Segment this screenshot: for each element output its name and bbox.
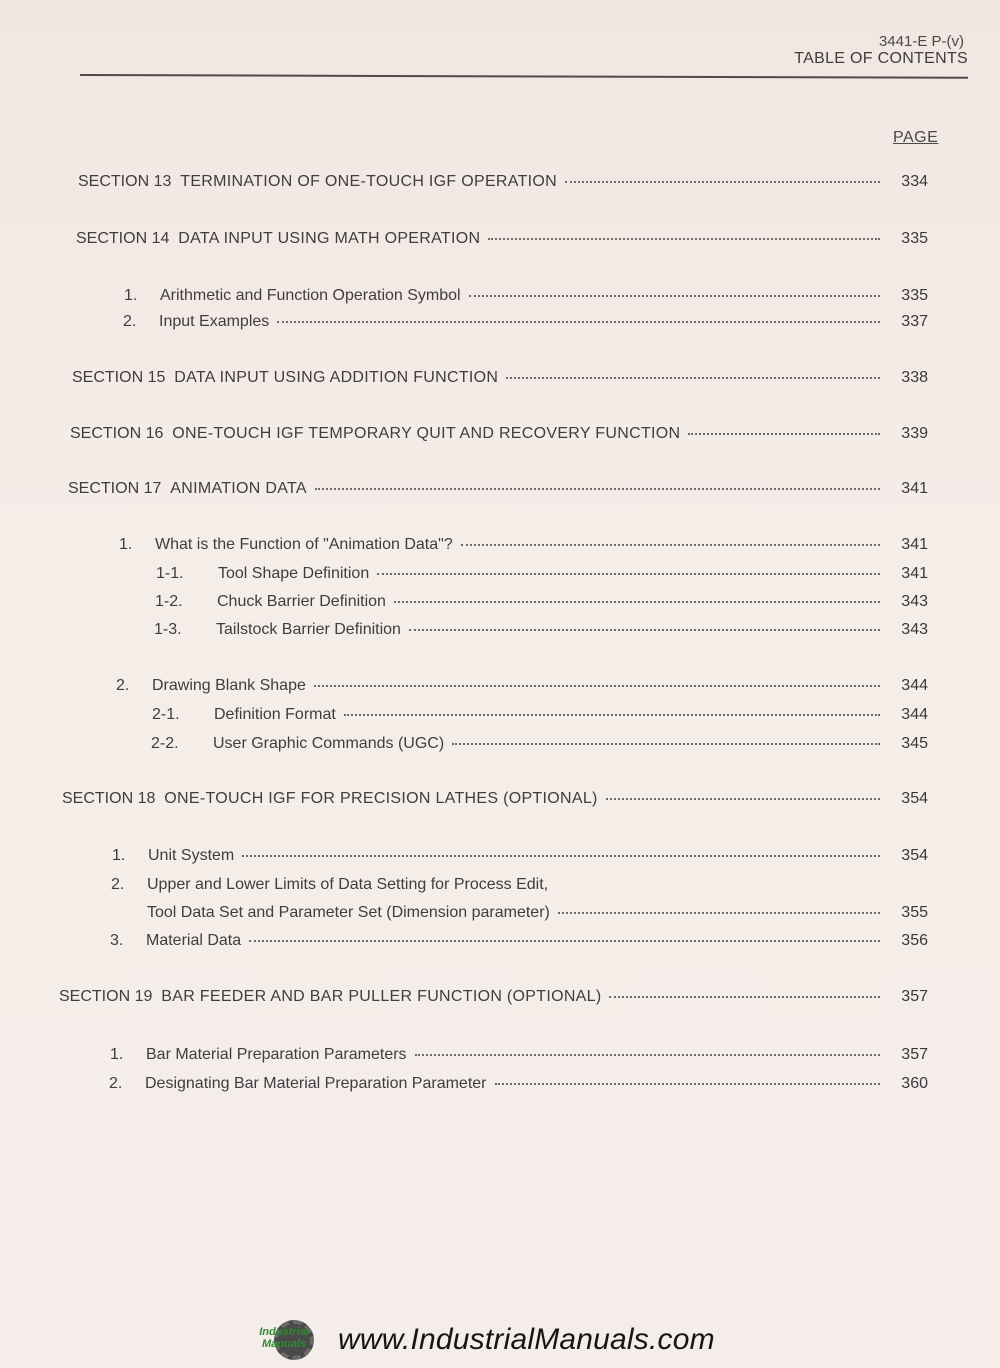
toc-label: Bar Material Preparation Parameters (146, 1046, 407, 1063)
toc-page-number: 343 (901, 593, 928, 610)
toc-page-number: 334 (901, 173, 928, 190)
toc-subitem (151, 735, 928, 753)
toc-page-number: 343 (901, 621, 928, 638)
toc-page-number: 344 (901, 677, 928, 694)
toc-label: BAR FEEDER AND BAR PULLER FUNCTION (OPTIONAL) (161, 988, 602, 1005)
toc-label: DATA INPUT USING ADDITION FUNCTION (174, 369, 499, 386)
dot-leader (452, 743, 880, 745)
toc-number: 1-3. (154, 621, 182, 638)
toc-section-18 (62, 790, 928, 808)
toc-section-15 (72, 369, 928, 387)
dot-leader (495, 1083, 881, 1085)
toc-page-number: 341 (901, 536, 928, 553)
header-rule (80, 74, 968, 79)
dot-leader (469, 295, 880, 297)
toc-number: SECTION 15 (72, 369, 166, 386)
toc-page-number: 360 (901, 1075, 928, 1092)
toc-item-continuation (147, 904, 928, 922)
toc-number: 2. (111, 876, 125, 893)
toc-number: 2-2. (151, 735, 179, 752)
toc-label: Unit System (148, 847, 235, 864)
toc-section-17 (68, 480, 928, 498)
document-code: 3441-E P-(v) (878, 33, 964, 50)
toc-page-number: 339 (901, 425, 928, 442)
toc-label: Arithmetic and Function Operation Symbol (160, 287, 461, 304)
toc-section-13 (78, 173, 928, 191)
toc-number: SECTION 18 (62, 790, 156, 807)
dot-leader (277, 321, 880, 323)
toc-page-number: 357 (901, 988, 928, 1005)
toc-label: DATA INPUT USING MATH OPERATION (178, 230, 481, 247)
toc-subitem (156, 565, 928, 583)
toc-label: User Graphic Commands (UGC) (213, 735, 445, 752)
toc-subitem (155, 593, 928, 611)
toc-item (124, 287, 928, 305)
toc-label: ONE-TOUCH IGF FOR PRECISION LATHES (OPTIONAL) (164, 790, 598, 807)
toc-item (111, 876, 928, 894)
page-title: TABLE OF CONTENTS (794, 50, 968, 67)
toc-label: Tailstock Barrier Definition (216, 621, 401, 638)
toc-item (123, 313, 928, 331)
toc-number: 2. (116, 677, 130, 694)
toc-number: 1. (124, 287, 138, 304)
toc-number: 1. (110, 1046, 124, 1063)
dot-leader (394, 601, 880, 603)
industrial-manuals-logo (250, 1318, 330, 1362)
toc-page-number: 357 (901, 1046, 928, 1063)
dot-leader (242, 855, 880, 857)
toc-item (119, 536, 928, 554)
toc-item (109, 1075, 928, 1093)
toc-page-number: 338 (901, 369, 928, 386)
toc-label: What is the Function of "Animation Data"? (155, 536, 453, 553)
toc-label: Chuck Barrier Definition (217, 593, 386, 610)
dot-leader (344, 714, 880, 716)
dot-leader (461, 544, 880, 546)
toc-page-number: 345 (901, 735, 928, 752)
dot-leader (606, 798, 880, 800)
toc-label: Input Examples (159, 313, 270, 330)
toc-item (112, 847, 928, 865)
dot-leader (565, 181, 880, 183)
dot-leader (409, 629, 880, 631)
toc-section-16 (70, 425, 928, 443)
toc-label: Definition Format (214, 706, 336, 723)
toc-page-number: 344 (901, 706, 928, 723)
toc-page-number: 335 (901, 287, 928, 304)
toc-page-number: 356 (901, 932, 928, 949)
toc-number: SECTION 14 (76, 230, 170, 247)
logo-text: Industrial Manuals (259, 1326, 309, 1350)
toc-page-number: 337 (901, 313, 928, 330)
toc-page-number: 354 (901, 790, 928, 807)
toc-label: Drawing Blank Shape (152, 677, 306, 694)
toc-number: 2-1. (152, 706, 180, 723)
dot-leader (415, 1054, 880, 1056)
toc-subitem (154, 621, 928, 639)
toc-subitem (152, 706, 928, 724)
page-column-header: PAGE (893, 129, 939, 146)
dot-leader (488, 238, 880, 240)
toc-number: SECTION 19 (59, 988, 153, 1005)
toc-number: SECTION 13 (78, 173, 172, 190)
toc-number: SECTION 17 (68, 480, 162, 497)
dot-leader (315, 488, 880, 490)
toc-label: ONE-TOUCH IGF TEMPORARY QUIT AND RECOVERY FUNCTION (172, 425, 681, 442)
website-url[interactable]: www.IndustrialManuals.com (338, 1323, 715, 1356)
toc-number: 2. (123, 313, 137, 330)
toc-label: Material Data (146, 932, 242, 949)
dot-leader (558, 912, 880, 914)
toc-page-number: 355 (901, 904, 928, 921)
toc-label: Upper and Lower Limits of Data Setting for Process Edit, (147, 876, 549, 893)
dot-leader (688, 433, 880, 435)
dot-leader (609, 996, 880, 998)
dot-leader (506, 377, 880, 379)
toc-number: 1-1. (156, 565, 184, 582)
toc-section-14 (76, 230, 928, 248)
toc-number: 2. (109, 1075, 123, 1092)
toc-page-number: 341 (901, 480, 928, 497)
toc-number: 1. (112, 847, 126, 864)
toc-label: Designating Bar Material Preparation Parameter (145, 1075, 487, 1092)
toc-label: TERMINATION OF ONE-TOUCH IGF OPERATION (180, 173, 557, 190)
toc-label: ANIMATION DATA (170, 480, 307, 497)
toc-number: SECTION 16 (70, 425, 164, 442)
toc-page-number: 341 (901, 565, 928, 582)
toc-page-number: 354 (901, 847, 928, 864)
toc-number: 1. (119, 536, 133, 553)
dot-leader (314, 685, 880, 687)
toc-number: 1-2. (155, 593, 183, 610)
toc-number: 3. (110, 932, 124, 949)
toc-page-number: 335 (901, 230, 928, 247)
footer-watermark (250, 1318, 715, 1362)
toc-label: Tool Data Set and Parameter Set (Dimension parameter) (147, 904, 550, 921)
toc-label: Tool Shape Definition (218, 565, 370, 582)
toc-section-19 (59, 988, 928, 1006)
dot-leader (377, 573, 880, 575)
dot-leader (249, 940, 880, 942)
toc-item (110, 1046, 928, 1064)
toc-item (116, 677, 928, 695)
toc-item (110, 932, 928, 950)
